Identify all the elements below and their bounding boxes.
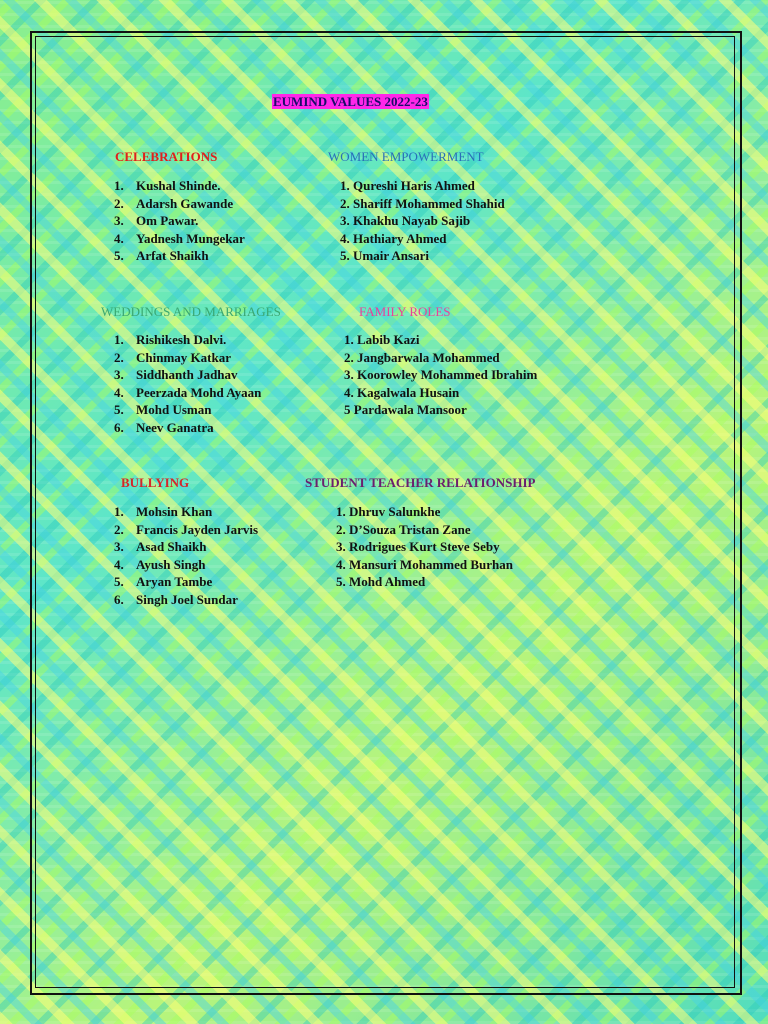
list-item: 5. Aryan Tambe	[114, 574, 213, 589]
list-item: 3. Om Pawar.	[114, 213, 199, 228]
celebrations-list	[114, 177, 245, 265]
list-item: 2. Adarsh Gawande	[114, 195, 234, 211]
list-item: 6. Singh Joel Sundar	[114, 591, 238, 607]
page-title: EUMIND VALUES 2022-23	[273, 94, 428, 109]
list-item: 2. Shariff Mohammed Shahid	[340, 195, 505, 211]
list-item: 5. Mohd Ahmed	[336, 574, 426, 589]
list-item: 5. Mohd Usman	[114, 402, 212, 417]
list-item: 2. D’Souza Tristan Zane	[336, 521, 471, 537]
list-item: 1. Kushal Shinde.	[114, 178, 221, 193]
list-item: 3. Rodrigues Kurt Steve Seby	[336, 539, 500, 554]
list-item: 4. Ayush Singh	[114, 556, 206, 572]
list-item: 1. Dhruv Salunkhe	[336, 504, 441, 519]
student-teacher-list	[336, 503, 513, 591]
bullying-list	[114, 503, 258, 608]
list-item: 4. Mansuri Mohammed Burhan	[336, 556, 513, 572]
list-item: 3. Siddhanth Jadhav	[114, 367, 238, 382]
list-item: 1. Qureshi Haris Ahmed	[340, 178, 475, 193]
list-item: 4. Hathiary Ahmed	[340, 230, 447, 246]
list-item: 1. Mohsin Khan	[114, 504, 213, 519]
bullying-heading: BULLYING	[121, 475, 190, 490]
list-item: 5. Umair Ansari	[340, 248, 429, 263]
women-empowerment-list	[340, 177, 505, 265]
weddings-list	[114, 331, 261, 436]
list-item: 2. Chinmay Katkar	[114, 349, 231, 365]
women-empowerment-heading: WOMEN EMPOWERMENT	[328, 149, 484, 164]
list-item: 3. Khakhu Nayab Sajib	[340, 213, 471, 228]
family-roles-heading: FAMILY ROLES	[359, 304, 451, 319]
list-item: 1. Labib Kazi	[344, 332, 420, 347]
list-item: 4. Kagalwala Husain	[344, 384, 460, 400]
list-item: 6. Neev Ganatra	[114, 419, 214, 435]
family-roles-list	[344, 331, 537, 419]
list-item: 4. Yadnesh Mungekar	[114, 230, 245, 246]
list-item: 5 Pardawala Mansoor	[344, 402, 467, 417]
list-item: 5. Arfat Shaikh	[114, 248, 209, 263]
list-item: 1. Rishikesh Dalvi.	[114, 332, 227, 347]
celebrations-heading: CELEBRATIONS	[115, 149, 218, 164]
student-teacher-heading: STUDENT TEACHER RELATIONSHIP	[305, 475, 536, 490]
weddings-heading: WEDDINGS AND MARRIAGES	[101, 304, 281, 319]
list-item: 2. Francis Jayden Jarvis	[114, 521, 259, 537]
list-item: 2. Jangbarwala Mohammed	[344, 349, 500, 365]
list-item: 3. Koorowley Mohammed Ibrahim	[344, 367, 538, 382]
list-item: 3. Asad Shaikh	[114, 539, 207, 554]
list-item: 4. Peerzada Mohd Ayaan	[114, 384, 262, 400]
